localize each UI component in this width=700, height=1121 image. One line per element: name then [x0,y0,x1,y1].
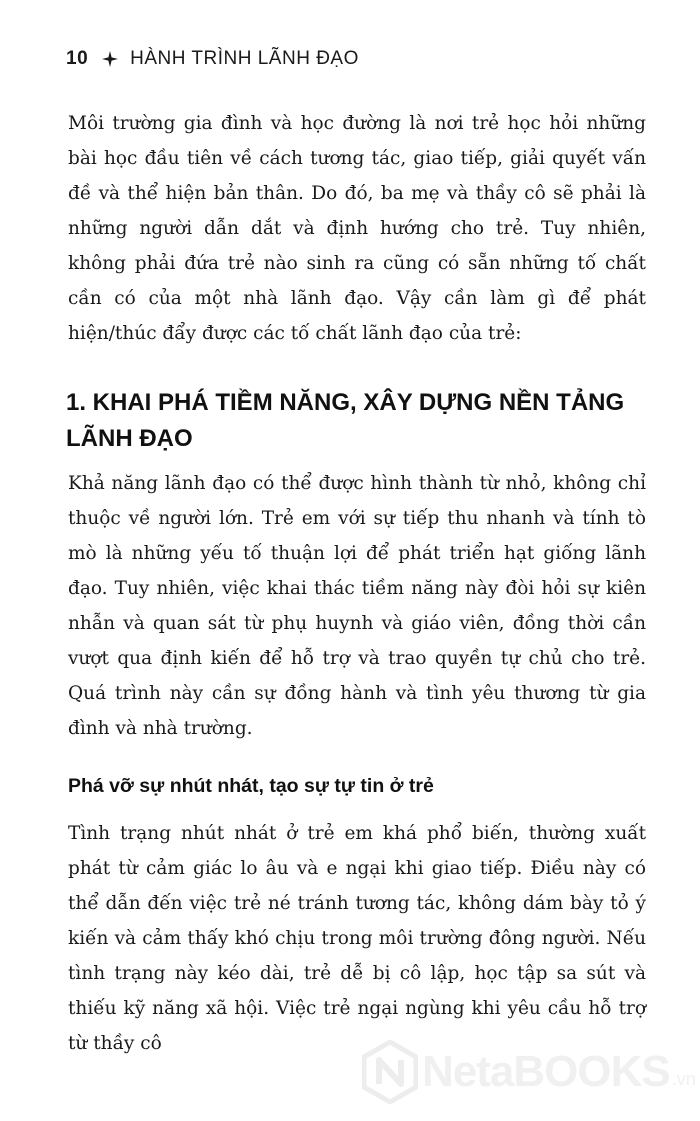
watermark [362,1040,696,1104]
section-paragraph: Khả năng lãnh đạo có thể được hình thành từ nhỏ, không chỉ thuộc về người lớn. Trẻ em với sự tiếp thu nhanh và tính tò mò là những yếu tố thuận lợi để phát triển hạt giống lãnh đạo. Tuy nhiên, việc khai thác tiềm năng này đòi hỏi sự kiên nhẫn và quan sát từ phụ huynh và giáo viên, đồng thời cần vượt qua định kiến để hỗ trợ và trao quyền tự chủ cho trẻ. Quá trình này cần sự đồng hành và tình yêu thương từ gia đình và nhà trường. [68,473,646,739]
watermark-suffix: .vn [671,1069,696,1089]
page-number: 10 [66,48,89,69]
running-head [66,48,359,70]
four-point-star-icon [102,51,118,67]
watermark-text: NetaBOOKS [422,1047,670,1096]
intro-paragraph: Môi trường gia đình và học đường là nơi trẻ học hỏi những bài học đầu tiên về cách tương tác, giao tiếp, giải quyết vấn đề và thể hiện bản thân. Do đó, ba mẹ và thầy cô sẽ phải là những người dẫn dắt và định hướng cho trẻ. Tuy nhiên, không phải đứa trẻ nào sinh ra cũng có sẵn những tố chất cần có của một nhà lãnh đạo. Vậy cần làm gì để phát hiện/thúc đẩy được các tố chất lãnh đạo của trẻ: [68,113,646,344]
sub-heading: Phá vỡ sự nhút nhát, tạo sự tự tin ở trẻ [68,775,434,797]
book-title: HÀNH TRÌNH LÃNH ĐẠO [130,48,359,69]
sub-paragraph: Tình trạng nhút nhát ở trẻ em khá phổ biến, thường xuất phát từ cảm giác lo âu và e ngại khi giao tiếp. Điều này có thể dẫn đến việc trẻ né tránh tương tác, không dám bày tỏ ý kiến và cảm thấy khó chịu trong môi trường đông người. Nếu tình trạng này kéo dài, trẻ dễ bị cô lập, học tập sa sút và thiếu kỹ năng xã hội. Việc trẻ ngại ngùng khi yêu cầu hỗ trợ từ thầy cô [68,823,646,1054]
section-heading: 1. KHAI PHÁ TIỀM NĂNG, XÂY DỰNG NỀN TẢNG LÃNH ĐẠO [66,389,625,452]
netabooks-logo-icon [362,1040,418,1104]
